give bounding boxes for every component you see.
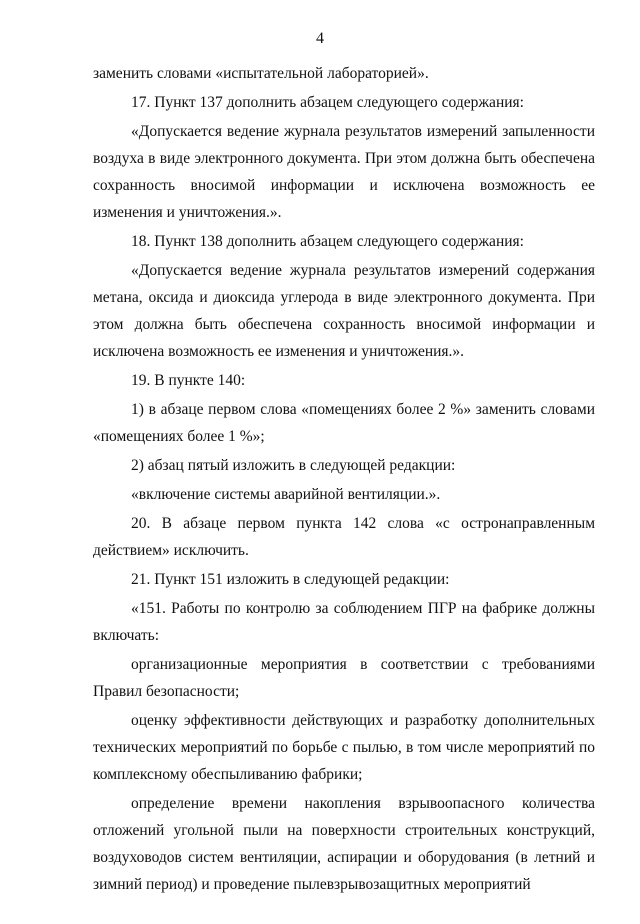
paragraph-item-18: 18. Пункт 138 дополнить абзацем следующего содержания: bbox=[131, 233, 524, 250]
paragraph-item-17: 17. Пункт 137 дополнить абзацем следующего содержания: bbox=[131, 94, 524, 111]
document-body bbox=[93, 60, 595, 900]
paragraph-measure-eval: оценку эффективности действующих и разработку дополнительных технических мероприятий по борьбе с пылью, в том числе мероприятий по комплексному обеспыливанию фабрики; bbox=[93, 712, 595, 783]
page-number: 4 bbox=[316, 30, 324, 47]
paragraph-item-20: 20. В абзаце первом пункта 142 слова «с остронаправленным действием» исключить. bbox=[93, 515, 595, 559]
paragraph-item-17-text: «Допускается ведение журнала результатов измерений запыленности воздуха в виде электронного документа. При этом должна быть обеспечена сохранность вносимой информации и исключена возможность ее изменения и уничтожения.». bbox=[93, 123, 595, 221]
paragraph-measure-dust: определение времени накопления взрывоопасного количества отложений угольной пыли на поверхности строительных конструкций, воздуховодов систем вентиляции, аспирации и оборудования (в летний и зимний период) и проведение пылевзрывозащитных мероприятий bbox=[93, 795, 595, 893]
paragraph-measure-org: организационные мероприятия в соответствии с требованиями Правил безопасности; bbox=[93, 656, 595, 700]
paragraph-item-151: «151. Работы по контролю за соблюдением ПГР на фабрике должны включать: bbox=[93, 600, 595, 644]
paragraph-item-19: 19. В пункте 140: bbox=[131, 372, 246, 389]
paragraph-item-19-sub-2: 2) абзац пятый изложить в следующей редакции: bbox=[131, 457, 456, 474]
paragraph-continuation: заменить словами «испытательной лабораторией». bbox=[93, 65, 429, 82]
paragraph-item-21: 21. Пункт 151 изложить в следующей редакции: bbox=[131, 571, 450, 588]
paragraph-item-18-text: «Допускается ведение журнала результатов измерений содержания метана, оксида и диоксида углерода в виде электронного документа. При этом должна быть обеспечена сохранность вносимой информации и исключена возможность ее изменения и уничтожения.». bbox=[93, 262, 595, 360]
paragraph-item-19-sub-1: 1) в абзаце первом слова «помещениях более 2 %» заменить словами «помещениях более 1 %»; bbox=[93, 401, 595, 445]
paragraph-item-19-sub-2-text: «включение системы аварийной вентиляции.». bbox=[131, 486, 441, 503]
